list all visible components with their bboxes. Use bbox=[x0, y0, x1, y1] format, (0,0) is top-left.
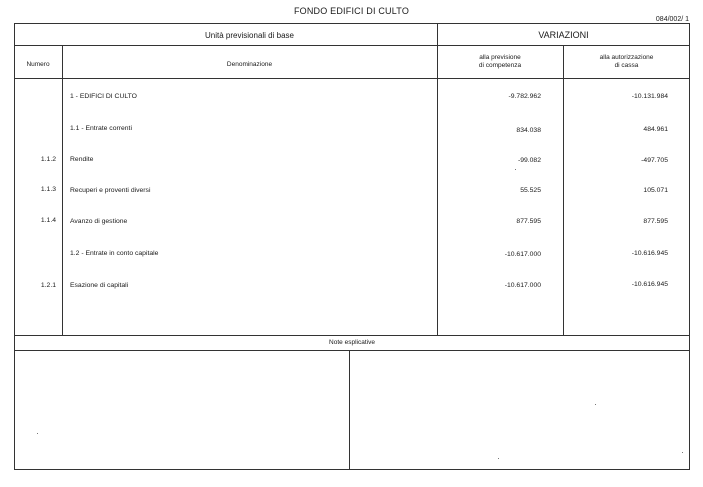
scan-speck bbox=[595, 404, 596, 405]
row-7-cassa: -10.616.945 bbox=[631, 281, 668, 288]
row-6-competenza: -10.617.000 bbox=[504, 251, 541, 258]
header-divider-1 bbox=[14, 45, 690, 46]
col-denominazione-header: Denominazione bbox=[226, 61, 273, 68]
row-1-competenza: -9.782.962 bbox=[508, 93, 541, 100]
scan-speck bbox=[682, 452, 683, 453]
section-upb-header: Unità previsionali di base bbox=[205, 31, 294, 40]
row-1-denominazione: 1 - EDIFICI DI CULTO bbox=[70, 93, 137, 100]
table-bottom-divider bbox=[14, 335, 690, 336]
row-3-numero: 1.1.2 bbox=[40, 156, 56, 163]
row-6-denominazione: 1.2 - Entrate in conto capitale bbox=[70, 250, 159, 257]
scan-speck bbox=[515, 169, 516, 170]
row-7-competenza: -10.617.000 bbox=[504, 282, 541, 289]
row-1-cassa: -10.131.984 bbox=[631, 93, 668, 100]
row-5-numero: 1.1.4 bbox=[40, 217, 56, 224]
row-3-denominazione: Rendite bbox=[70, 156, 94, 163]
row-4-competenza: 55.525 bbox=[520, 187, 541, 194]
scan-speck bbox=[37, 433, 38, 434]
row-6-cassa: -10.616.945 bbox=[631, 250, 668, 257]
section-variazioni-header: VARIAZIONI bbox=[538, 30, 589, 40]
row-7-denominazione: Esazione di capitali bbox=[70, 282, 129, 289]
col-competenza-header bbox=[437, 54, 563, 70]
page-title: FONDO EDIFICI DI CULTO bbox=[293, 6, 410, 16]
row-2-cassa: 484.961 bbox=[643, 126, 668, 133]
row-3-competenza: -99.082 bbox=[517, 157, 541, 164]
numero-column-divider bbox=[62, 45, 63, 335]
row-5-competenza: 877.595 bbox=[516, 218, 541, 225]
notes-label: Note esplicative bbox=[329, 339, 375, 346]
row-2-denominazione: 1.1 - Entrate correnti bbox=[70, 125, 132, 132]
notes-header-divider bbox=[14, 350, 690, 351]
notes-column-divider bbox=[349, 350, 350, 470]
row-4-cassa: 105.071 bbox=[643, 187, 668, 194]
col-numero-header: Numero bbox=[26, 61, 50, 68]
row-7-numero: 1.2.1 bbox=[40, 282, 56, 289]
col-competenza-line1: alla previsione bbox=[479, 54, 521, 61]
col-cassa-line2: di cassa bbox=[614, 62, 639, 69]
table-frame bbox=[14, 23, 690, 470]
header-divider-2 bbox=[14, 78, 690, 79]
col-cassa-line1: alla autorizzazione bbox=[599, 54, 654, 61]
row-2-competenza: 834.038 bbox=[516, 127, 541, 134]
row-5-cassa: 877.595 bbox=[643, 218, 668, 225]
scan-speck bbox=[498, 458, 499, 459]
row-4-numero: 1.1.3 bbox=[40, 186, 56, 193]
row-4-denominazione: Recuperi e proventi diversi bbox=[70, 187, 151, 194]
row-3-cassa: -497.705 bbox=[641, 157, 668, 164]
col-competenza-line2: di competenza bbox=[478, 62, 522, 69]
row-5-denominazione: Avanzo di gestione bbox=[70, 218, 128, 225]
document-code: 084/002/ 1 bbox=[655, 16, 689, 23]
col-cassa-header bbox=[563, 54, 690, 70]
